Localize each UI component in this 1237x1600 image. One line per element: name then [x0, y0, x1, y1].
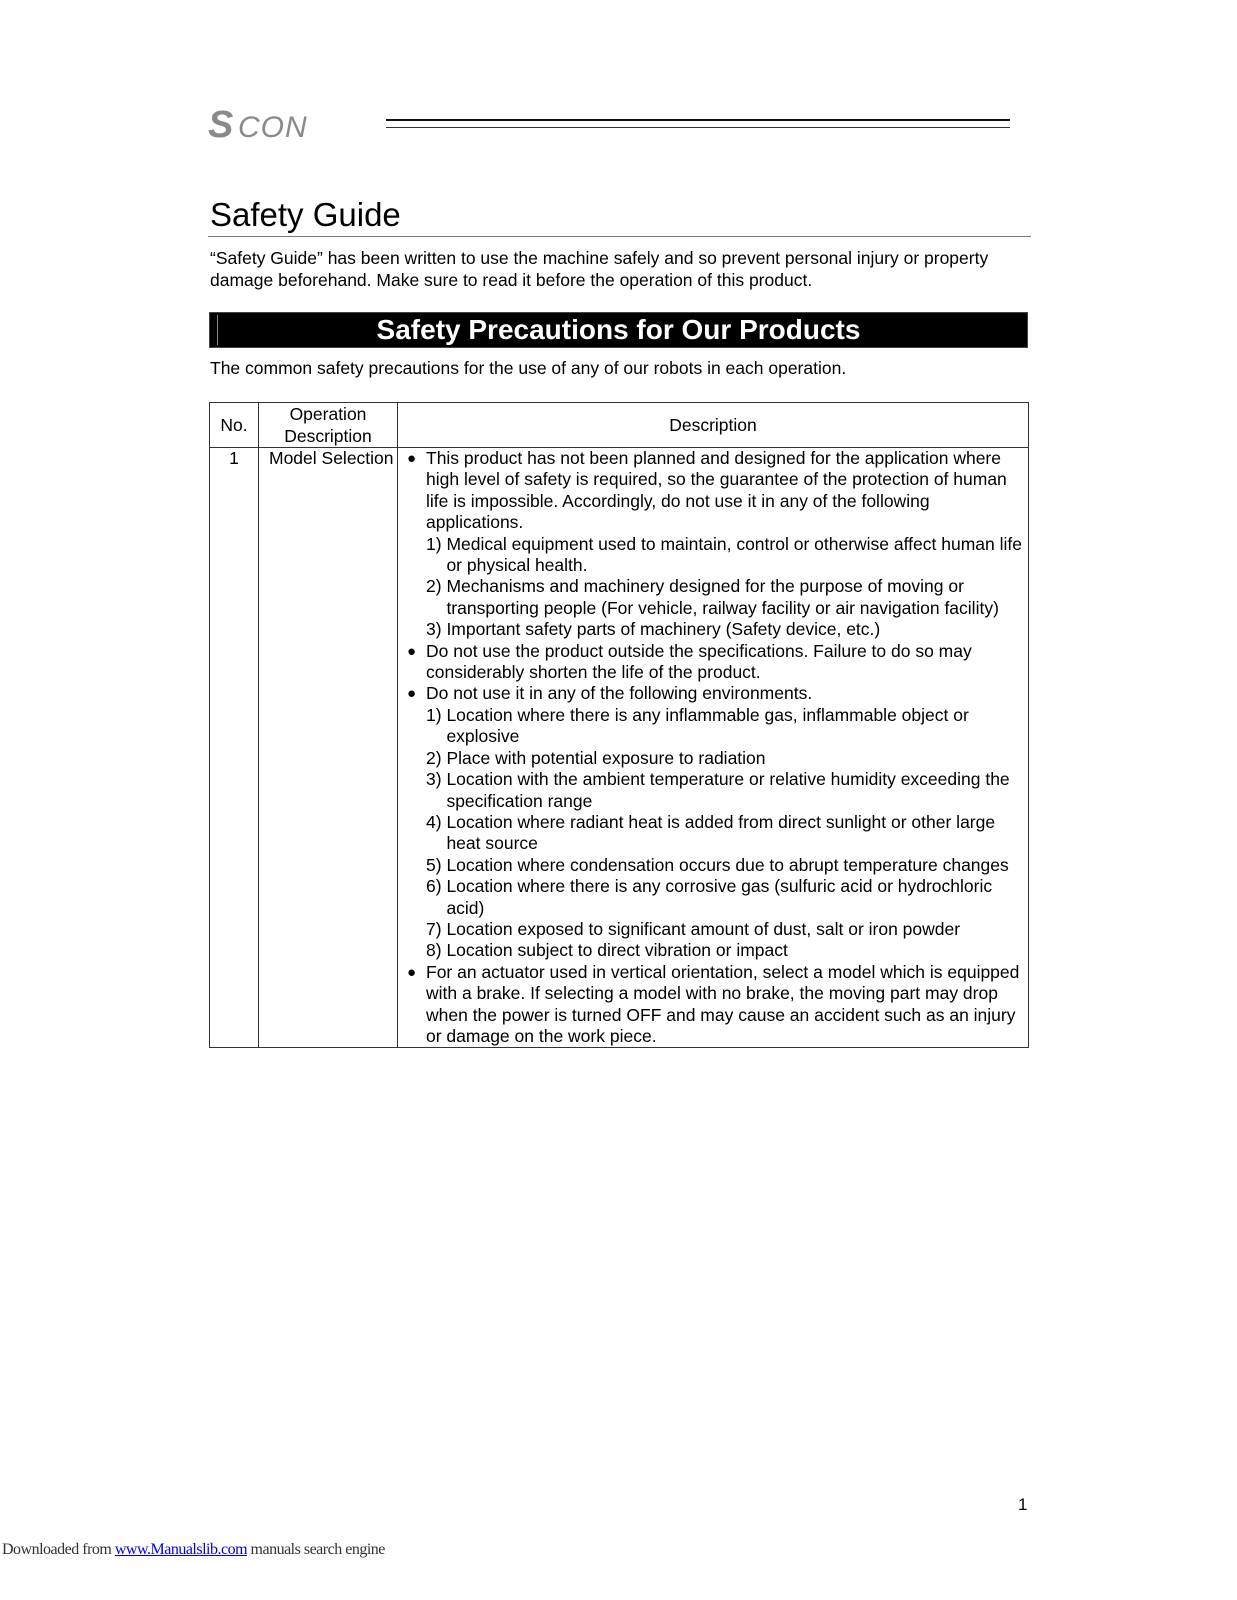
- row-no: 1: [210, 448, 259, 1048]
- numbered-item: 2) Place with potential exposure to radiation: [426, 747, 766, 768]
- header-no: No.: [210, 403, 259, 448]
- page-header: [208, 105, 1028, 145]
- svg-text:S: S: [208, 105, 234, 145]
- numbered-item: 3) Important safety parts of machinery (Safety device, etc.): [426, 619, 881, 640]
- numbered-item: 6) Location where there is any corrosive gas (sulfuric acid or hydrochloric acid): [426, 876, 993, 918]
- table-header-row: [210, 403, 1029, 448]
- numbered-item: 4) Location where radiant heat is added from direct sunlight or other large heat source: [426, 811, 996, 854]
- section-banner: [209, 312, 1028, 348]
- numbered-item: 1) Location where there is any inflammable gas, inflammable object or explosive: [426, 704, 969, 747]
- section-title: Safety Precautions for Our Products: [376, 314, 861, 345]
- precautions-table: [209, 402, 1029, 1048]
- header-description: Description: [398, 403, 1029, 448]
- header-operation: Operation Description: [259, 403, 398, 448]
- numbered-item: 2) Mechanisms and machinery designed for the purpose of moving or transporting people (For vehicle, railway facility or air navigation facility): [426, 576, 999, 618]
- section-lead: The common safety precautions for the use of any of our robots in each operation.: [210, 358, 847, 378]
- bullet-dot-icon: ●: [407, 685, 417, 703]
- bullet-item: ● Do not use it in any of the following environments.: [407, 683, 813, 704]
- bullet-item: ● This product has not been planned and designed for the application where high level of safety is required, so the guarantee of the protection of human life is impossible. Accordingly, do not use it in any of the following applications.: [407, 448, 1007, 533]
- header-rule-thin: [386, 127, 1010, 128]
- numbered-item: 5) Location where condensation occurs due to abrupt temperature changes: [426, 854, 1009, 875]
- download-footer: Downloaded from www.Manualslib.com manuals search engine: [2, 1541, 385, 1558]
- bullet-dot-icon: ●: [407, 963, 417, 981]
- numbered-item: 1) Medical equipment used to maintain, control or otherwise affect human life or physical health.: [426, 533, 1022, 576]
- header-rule-thick: [386, 119, 1010, 121]
- bullet-item: ● For an actuator used in vertical orientation, select a model which is equipped with a brake. If selecting a model with no brake, the moving part may drop when the power is turned OFF and may cause an accident such as an injury or damage on the work piece.: [407, 961, 1020, 1046]
- scon-logo: [208, 105, 378, 145]
- row-description: [398, 448, 1029, 1048]
- table-row: [210, 448, 1029, 1048]
- svg-text:CON: CON: [238, 111, 308, 144]
- bullet-dot-icon: ●: [407, 450, 417, 467]
- page-number: 1: [1018, 1495, 1028, 1514]
- numbered-item: 8) Location subject to direct vibration or impact: [426, 940, 788, 961]
- numbered-item: 3) Location with the ambient temperature or relative humidity exceeding the specification range: [426, 769, 1010, 811]
- intro-paragraph: “Safety Guide” has been written to use the machine safely and so prevent personal injury or property damage beforehand. Make sure to read it before the operation of this product.: [210, 248, 989, 290]
- title-underline: [208, 236, 1031, 237]
- bullet-dot-icon: ●: [407, 642, 417, 660]
- numbered-item: 7) Location exposed to significant amount of dust, salt or iron powder: [426, 918, 961, 939]
- manualslib-link[interactable]: www.Manualslib.com: [114, 1541, 248, 1558]
- bullet-item: ● Do not use the product outside the specifications. Failure to do so may considerably shorten the life of the product.: [407, 640, 972, 683]
- page-title: Safety Guide: [210, 196, 401, 233]
- row-operation: Model Selection: [259, 448, 398, 1048]
